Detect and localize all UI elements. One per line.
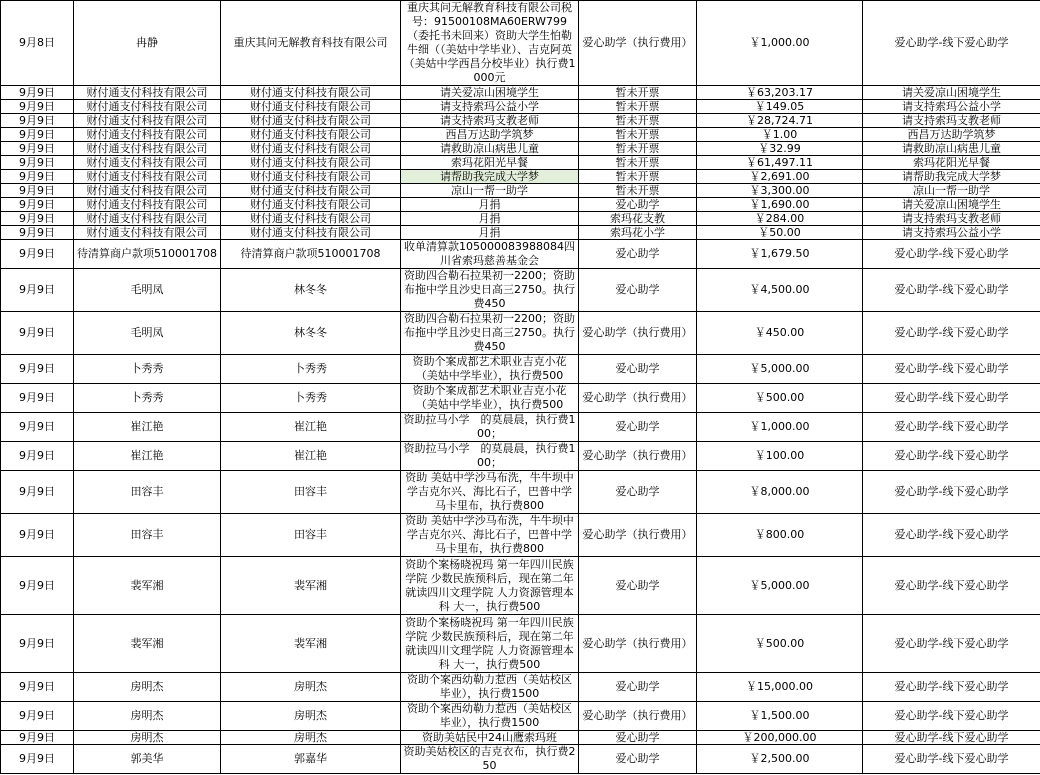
payee-cell: 房明杰	[221, 731, 401, 745]
table-row	[1, 269, 1040, 312]
amount-cell: ￥2,500.00	[697, 745, 863, 774]
project-cell: 爱心助学-线下爱心助学	[863, 471, 1040, 514]
table-row	[1, 212, 1040, 226]
date-cell: 9月9日	[1, 731, 74, 745]
project-cell: 爱心助学-线下爱心助学	[863, 514, 1040, 557]
table-row	[1, 240, 1040, 269]
project-cell: 爱心助学-线下爱心助学	[863, 731, 1040, 745]
category-cell: 爱心助学（执行费用）	[579, 702, 697, 731]
description-cell: 资助个案成都艺术职业吉克小花（美姑中学毕业），执行费500	[401, 384, 579, 413]
amount-cell: ￥1.00	[697, 128, 863, 142]
description-cell: 请支持索玛公益小学	[401, 100, 579, 114]
table-row	[1, 514, 1040, 557]
table-row	[1, 355, 1040, 384]
table-row	[1, 170, 1040, 184]
payer-cell: 财付通支付科技有限公司	[74, 86, 221, 100]
table-row	[1, 557, 1040, 615]
payer-cell: 毛明凤	[74, 269, 221, 312]
description-cell: 资助美姑民中24山鹰索玛班	[401, 731, 579, 745]
amount-cell: ￥8,000.00	[697, 471, 863, 514]
table-row	[1, 745, 1040, 774]
description-cell: 资助个案西幼勒力惹西（美姑校区毕业），执行费1500	[401, 702, 579, 731]
date-cell: 9月9日	[1, 384, 74, 413]
category-cell: 暂未开票	[579, 184, 697, 198]
payee-cell: 财付通支付科技有限公司	[221, 170, 401, 184]
amount-cell: ￥4,500.00	[697, 269, 863, 312]
payer-cell: 裴军湘	[74, 557, 221, 615]
amount-cell: ￥1,500.00	[697, 702, 863, 731]
category-cell: 爱心助学	[579, 471, 697, 514]
amount-cell: ￥32.99	[697, 142, 863, 156]
project-cell: 请关爱凉山困境学生	[863, 198, 1040, 212]
amount-cell: ￥1,690.00	[697, 198, 863, 212]
payer-cell: 财付通支付科技有限公司	[74, 100, 221, 114]
amount-cell: ￥28,724.71	[697, 114, 863, 128]
amount-cell: ￥450.00	[697, 312, 863, 355]
date-cell: 9月9日	[1, 673, 74, 702]
description-cell: 月捐	[401, 212, 579, 226]
payee-cell: 财付通支付科技有限公司	[221, 86, 401, 100]
description-cell: 西昌万达助学筑梦	[401, 128, 579, 142]
amount-cell: ￥100.00	[697, 442, 863, 471]
category-cell: 暂未开票	[579, 156, 697, 170]
payer-cell: 财付通支付科技有限公司	[74, 170, 221, 184]
description-cell: 资助个案杨晓祝玛 第一年四川民族学院 少数民族预科后，现在第二年就读四川文理学院 人力资源管理本科 大一，执行费500	[401, 615, 579, 673]
date-cell: 9月9日	[1, 212, 74, 226]
table-row	[1, 731, 1040, 745]
project-cell: 爱心助学-线下爱心助学	[863, 355, 1040, 384]
amount-cell: ￥5,000.00	[697, 557, 863, 615]
table-row	[1, 702, 1040, 731]
date-cell: 9月9日	[1, 240, 74, 269]
category-cell: 爱心助学	[579, 198, 697, 212]
category-cell: 爱心助学（执行费用）	[579, 312, 697, 355]
payee-cell: 卜秀秀	[221, 355, 401, 384]
project-cell: 爱心助学-线下爱心助学	[863, 702, 1040, 731]
payer-cell: 田容丰	[74, 514, 221, 557]
date-cell: 9月9日	[1, 184, 74, 198]
table-row	[1, 86, 1040, 100]
payee-cell: 田容丰	[221, 471, 401, 514]
description-cell: 资助个案西幼勒力惹西（美姑校区毕业），执行费1500	[401, 673, 579, 702]
payee-cell: 林冬冬	[221, 269, 401, 312]
payer-cell: 房明杰	[74, 673, 221, 702]
project-cell: 爱心助学-线下爱心助学	[863, 745, 1040, 774]
category-cell: 暂未开票	[579, 100, 697, 114]
amount-cell: ￥61,497.11	[697, 156, 863, 170]
category-cell: 爱心助学（执行费用）	[579, 615, 697, 673]
project-cell: 请支持索玛支教老师	[863, 212, 1040, 226]
payee-cell: 财付通支付科技有限公司	[221, 212, 401, 226]
date-cell: 9月9日	[1, 226, 74, 240]
table-row	[1, 471, 1040, 514]
category-cell: 爱心助学	[579, 240, 697, 269]
table-row	[1, 226, 1040, 240]
payer-cell: 房明杰	[74, 702, 221, 731]
project-cell: 请支持索玛公益小学	[863, 226, 1040, 240]
payee-cell: 崔江艳	[221, 442, 401, 471]
project-cell: 爱心助学-线下爱心助学	[863, 442, 1040, 471]
date-cell: 9月9日	[1, 557, 74, 615]
table-row	[1, 198, 1040, 212]
table-row	[1, 142, 1040, 156]
description-cell: 资助拉马小学 的莫晨晨，执行费100；	[401, 413, 579, 442]
description-cell: 请救助凉山病患儿童	[401, 142, 579, 156]
description-cell: 月捐	[401, 198, 579, 212]
project-cell: 爱心助学-线下爱心助学	[863, 615, 1040, 673]
category-cell: 爱心助学	[579, 355, 697, 384]
category-cell: 爱心助学（执行费用）	[579, 384, 697, 413]
date-cell: 9月9日	[1, 355, 74, 384]
category-cell: 爱心助学	[579, 731, 697, 745]
amount-cell: ￥3,300.00	[697, 184, 863, 198]
date-cell: 9月9日	[1, 156, 74, 170]
date-cell: 9月9日	[1, 269, 74, 312]
date-cell: 9月9日	[1, 100, 74, 114]
payee-cell: 重庆其问无解教育科技有限公司	[221, 1, 401, 86]
amount-cell: ￥1,679.50	[697, 240, 863, 269]
table-row	[1, 442, 1040, 471]
date-cell: 9月9日	[1, 86, 74, 100]
payer-cell: 郭美华	[74, 745, 221, 774]
description-cell: 请支持索玛支教老师	[401, 114, 579, 128]
payee-cell: 房明杰	[221, 702, 401, 731]
category-cell: 索玛花小学	[579, 226, 697, 240]
payer-cell: 财付通支付科技有限公司	[74, 184, 221, 198]
payee-cell: 财付通支付科技有限公司	[221, 156, 401, 170]
project-cell: 爱心助学-线下爱心助学	[863, 384, 1040, 413]
project-cell: 请帮助我完成大学梦	[863, 170, 1040, 184]
payee-cell: 财付通支付科技有限公司	[221, 226, 401, 240]
project-cell: 爱心助学-线下爱心助学	[863, 557, 1040, 615]
date-cell: 9月8日	[1, 1, 74, 86]
payer-cell: 卜秀秀	[74, 355, 221, 384]
description-cell: 资助个案杨晓祝玛 第一年四川民族学院 少数民族预科后，现在第二年就读四川文理学院 人力资源管理本科 大一，执行费500	[401, 557, 579, 615]
payer-cell: 财付通支付科技有限公司	[74, 114, 221, 128]
description-cell: 资助个案成都艺术职业吉克小花（美姑中学毕业），执行费500	[401, 355, 579, 384]
amount-cell: ￥15,000.00	[697, 673, 863, 702]
description-cell: 资助 美姑中学沙马布洗，牛牛坝中学吉克尔兴、海比石子，巴普中学马卡里布，执行费800	[401, 514, 579, 557]
payer-cell: 裴军湘	[74, 615, 221, 673]
project-cell: 请支持索玛公益小学	[863, 100, 1040, 114]
amount-cell: ￥149.05	[697, 100, 863, 114]
payee-cell: 裴军湘	[221, 557, 401, 615]
project-cell: 爱心助学-线下爱心助学	[863, 312, 1040, 355]
payee-cell: 财付通支付科技有限公司	[221, 142, 401, 156]
project-cell: 爱心助学-线下爱心助学	[863, 1, 1040, 86]
payee-cell: 财付通支付科技有限公司	[221, 198, 401, 212]
amount-cell: ￥1,000.00	[697, 413, 863, 442]
table-row	[1, 184, 1040, 198]
payer-cell: 财付通支付科技有限公司	[74, 142, 221, 156]
description-cell: 索玛花阳光早餐	[401, 156, 579, 170]
category-cell: 索玛花支教	[579, 212, 697, 226]
payee-cell: 裴军湘	[221, 615, 401, 673]
amount-cell: ￥2,691.00	[697, 170, 863, 184]
date-cell: 9月9日	[1, 198, 74, 212]
table-row	[1, 128, 1040, 142]
payee-cell: 财付通支付科技有限公司	[221, 128, 401, 142]
date-cell: 9月9日	[1, 142, 74, 156]
date-cell: 9月9日	[1, 471, 74, 514]
date-cell: 9月9日	[1, 114, 74, 128]
amount-cell: ￥284.00	[697, 212, 863, 226]
amount-cell: ￥5,000.00	[697, 355, 863, 384]
category-cell: 爱心助学	[579, 413, 697, 442]
date-cell: 9月9日	[1, 312, 74, 355]
project-cell: 爱心助学-线下爱心助学	[863, 413, 1040, 442]
table-row	[1, 673, 1040, 702]
description-cell: 凉山一帮一助学	[401, 184, 579, 198]
category-cell: 爱心助学	[579, 269, 697, 312]
payee-cell: 林冬冬	[221, 312, 401, 355]
payee-cell: 郭嘉华	[221, 745, 401, 774]
payer-cell: 财付通支付科技有限公司	[74, 226, 221, 240]
payer-cell: 财付通支付科技有限公司	[74, 212, 221, 226]
date-cell: 9月9日	[1, 413, 74, 442]
amount-cell: ￥50.00	[697, 226, 863, 240]
table-row	[1, 312, 1040, 355]
date-cell: 9月9日	[1, 514, 74, 557]
description-cell: 月捐	[401, 226, 579, 240]
ledger-body	[1, 1, 1040, 774]
payee-cell: 房明杰	[221, 673, 401, 702]
date-cell: 9月9日	[1, 745, 74, 774]
payer-cell: 崔江艳	[74, 413, 221, 442]
category-cell: 爱心助学	[579, 557, 697, 615]
payee-cell: 卜秀秀	[221, 384, 401, 413]
payer-cell: 冉静	[74, 1, 221, 86]
table-row	[1, 114, 1040, 128]
project-cell: 爱心助学-线下爱心助学	[863, 269, 1040, 312]
payee-cell: 田容丰	[221, 514, 401, 557]
payee-cell: 崔江艳	[221, 413, 401, 442]
payer-cell: 卜秀秀	[74, 384, 221, 413]
amount-cell: ￥1,000.00	[697, 1, 863, 86]
category-cell: 暂未开票	[579, 114, 697, 128]
payer-cell: 待清算商户款项510001708	[74, 240, 221, 269]
description-cell: 请关爱凉山困境学生	[401, 86, 579, 100]
project-cell: 凉山一帮一助学	[863, 184, 1040, 198]
payer-cell: 田容丰	[74, 471, 221, 514]
table-row	[1, 615, 1040, 673]
table-row	[1, 156, 1040, 170]
category-cell: 爱心助学（执行费用）	[579, 1, 697, 86]
amount-cell: ￥63,203.17	[697, 86, 863, 100]
table-row	[1, 413, 1040, 442]
project-cell: 请支持索玛支教老师	[863, 114, 1040, 128]
amount-cell: ￥500.00	[697, 615, 863, 673]
category-cell: 暂未开票	[579, 86, 697, 100]
category-cell: 暂未开票	[579, 128, 697, 142]
description-cell: 资助四合勒石拉果初一2200；资助布拖中学且沙史日高三2750。执行费450	[401, 312, 579, 355]
date-cell: 9月9日	[1, 170, 74, 184]
payee-cell: 财付通支付科技有限公司	[221, 184, 401, 198]
project-cell: 请关爱凉山困境学生	[863, 86, 1040, 100]
payer-cell: 毛明凤	[74, 312, 221, 355]
date-cell: 9月9日	[1, 442, 74, 471]
table-row	[1, 384, 1040, 413]
date-cell: 9月9日	[1, 702, 74, 731]
payer-cell: 财付通支付科技有限公司	[74, 128, 221, 142]
payer-cell: 财付通支付科技有限公司	[74, 156, 221, 170]
payee-cell: 待清算商户款项510001708	[221, 240, 401, 269]
payer-cell: 财付通支付科技有限公司	[74, 198, 221, 212]
amount-cell: ￥800.00	[697, 514, 863, 557]
category-cell: 暂未开票	[579, 170, 697, 184]
amount-cell: ￥500.00	[697, 384, 863, 413]
description-cell: 资助 美姑中学沙马布洗，牛牛坝中学吉克尔兴、海比石子，巴普中学马卡里布，执行费800	[401, 471, 579, 514]
category-cell: 暂未开票	[579, 142, 697, 156]
description-cell: 请帮助我完成大学梦	[401, 170, 579, 184]
description-cell: 资助四合勒石拉果初一2200；资助布拖中学且沙史日高三2750。执行费450	[401, 269, 579, 312]
amount-cell: ￥200,000.00	[697, 731, 863, 745]
payer-cell: 崔江艳	[74, 442, 221, 471]
project-cell: 爱心助学-线下爱心助学	[863, 673, 1040, 702]
description-cell: 收单清算款105000083988084四川省索玛慈善基金会	[401, 240, 579, 269]
description-cell: 资助美姑校区的吉克衣布，执行费250	[401, 745, 579, 774]
payer-cell: 房明杰	[74, 731, 221, 745]
project-cell: 索玛花阳光早餐	[863, 156, 1040, 170]
description-cell: 重庆其问无解教育科技有限公司税号：91500108MA60ERW799（委托书未回来）资助大学生怕勒牛细（（美姑中学毕业）、吉克阿英（美姑中学西昌分校毕业）执行费1000元	[401, 1, 579, 86]
project-cell: 西昌万达助学筑梦	[863, 128, 1040, 142]
payee-cell: 财付通支付科技有限公司	[221, 100, 401, 114]
payee-cell: 财付通支付科技有限公司	[221, 114, 401, 128]
table-row	[1, 1, 1040, 86]
table-row	[1, 100, 1040, 114]
date-cell: 9月9日	[1, 128, 74, 142]
description-cell: 资助拉马小学 的莫晨晨，执行费100；	[401, 442, 579, 471]
category-cell: 爱心助学（执行费用）	[579, 514, 697, 557]
category-cell: 爱心助学	[579, 673, 697, 702]
category-cell: 爱心助学（执行费用）	[579, 442, 697, 471]
project-cell: 请救助凉山病患儿童	[863, 142, 1040, 156]
date-cell: 9月9日	[1, 615, 74, 673]
project-cell: 爱心助学-线下爱心助学	[863, 240, 1040, 269]
category-cell: 爱心助学	[579, 745, 697, 774]
